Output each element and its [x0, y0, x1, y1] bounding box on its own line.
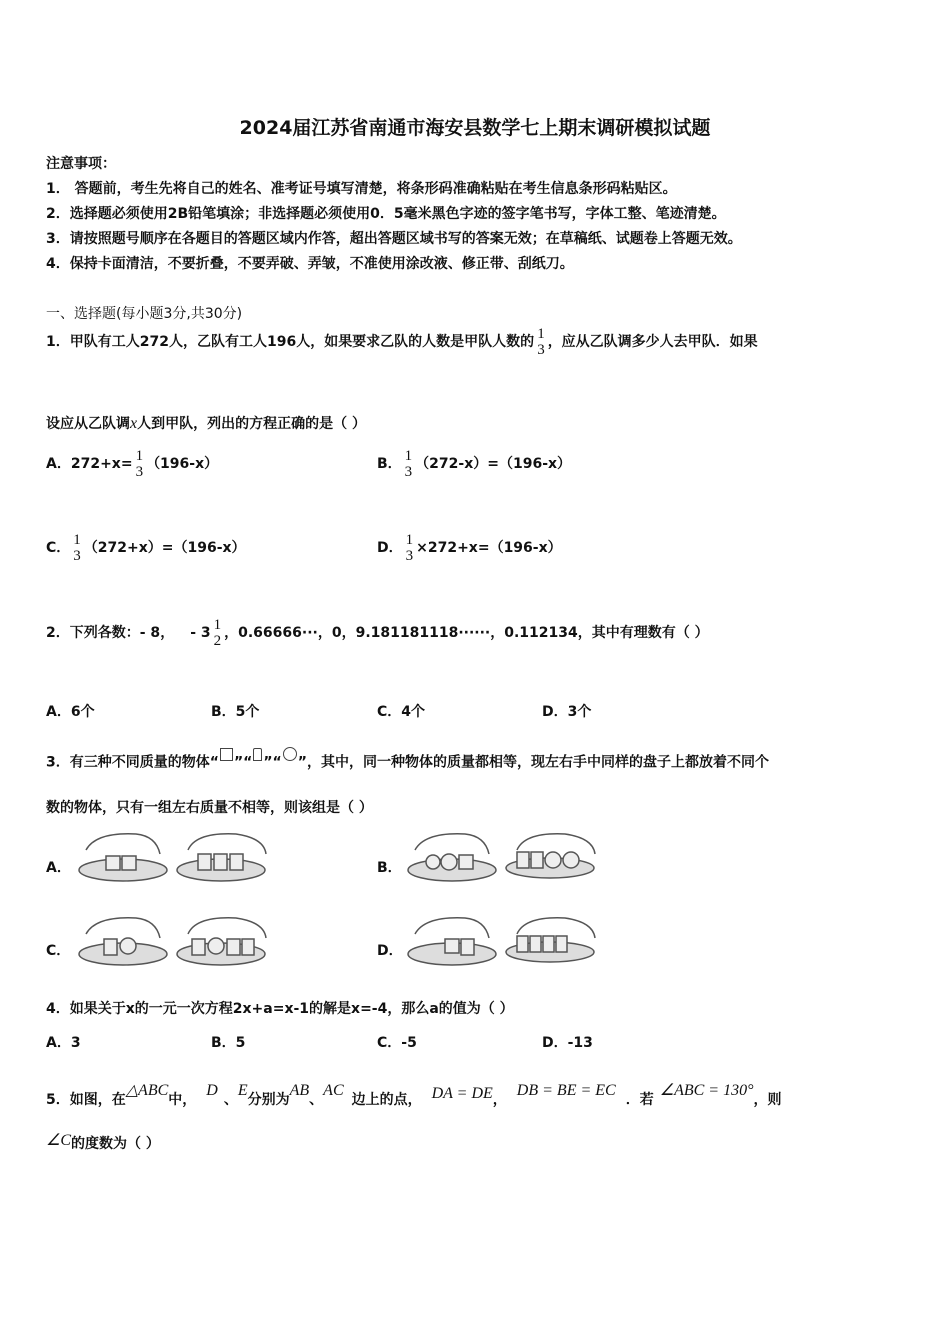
q4-option-a[interactable]: A．3 — [46, 1035, 81, 1051]
notice-item: 2．选择题必须使用2B铅笔填涂；非选择题必须使用0．5毫米黑色字迹的签字笔书写，字体工整、笔迹清楚。 — [46, 206, 726, 222]
balance-plates-c — [76, 912, 271, 974]
question-2: 2．下列各数：- 8， - 3 1 2 ，0.66666···，0，9.181181118······，0.112134，其中有理数有（ ） — [46, 617, 709, 649]
question-1-line2: 设应从乙队调x人到甲队，列出的方程正确的是（ ） — [46, 415, 366, 432]
q3-option-a[interactable]: A． — [46, 860, 71, 876]
question-1 — [46, 326, 758, 358]
balance-plates-b — [405, 828, 600, 890]
q3-option-c[interactable]: C． — [46, 943, 71, 959]
q1-option-b[interactable]: B． 1 3 （272-x）=（196-x） — [377, 448, 572, 480]
q3-option-d[interactable]: D． — [377, 943, 403, 959]
cube-icon — [220, 748, 233, 761]
balance-plates-a — [76, 828, 271, 890]
balance-plates-d — [405, 912, 600, 974]
cylinder-icon — [253, 748, 262, 761]
q1-option-c[interactable]: C． 1 3 （272+x）=（196-x） — [46, 532, 246, 564]
q2-option-b[interactable]: B．5个 — [211, 704, 260, 720]
q4-option-b[interactable]: B．5 — [211, 1035, 246, 1051]
question-5: 5．如图，在△ABC中，D、E分别为AB、AC边上的点， DA = DE，DB = BE = EC．若∠ABC = 130°，则 — [46, 1082, 782, 1108]
question-3-line2: 数的物体，只有一组左右质量不相等，则该组是（ ） — [46, 800, 373, 816]
notice-item: 4．保持卡面清洁，不要折叠，不要弄破、弄皱，不准使用涂改液、修正带、刮纸刀。 — [46, 256, 574, 272]
q2-option-a[interactable]: A．6个 — [46, 704, 95, 720]
fraction: 1 3 — [537, 326, 545, 358]
notice-item: 1． 答题前，考生先将自己的姓名、准考证号填写清楚，将条形码准确粘贴在考生信息条形码粘贴区。 — [46, 181, 677, 197]
q3-option-b[interactable]: B． — [377, 860, 402, 876]
q2-option-c[interactable]: C．4个 — [377, 704, 426, 720]
question-3: 3．有三种不同质量的物体“ ”“ ”“ ”，其中，同一种物体的质量都相等，现左右手中同样的盘子上都放着不同个 — [46, 747, 769, 772]
ball-icon — [283, 747, 297, 761]
page-title: 2024届江苏省南通市海安县数学七上期末调研模拟试题 — [239, 117, 711, 139]
notice-heading: 注意事项： — [46, 156, 116, 172]
q1-option-a[interactable]: A．272+x= 1 3 （196-x） — [46, 448, 219, 480]
question-5-line2: ∠C的度数为（ ） — [46, 1132, 160, 1152]
question-4: 4．如果关于x的一元一次方程2x+a=x-1的解是x=-4，那么a的值为（ ） — [46, 1001, 514, 1017]
notice-item: 3．请按照题号顺序在各题目的答题区域内作答，超出答题区域书写的答案无效；在草稿纸、试题卷上答题无效。 — [46, 231, 742, 247]
q1-option-d[interactable]: D． 1 3 ×272+x=（196-x） — [377, 532, 562, 564]
section-heading: 一、选择题(每小题3分,共30分) — [46, 306, 243, 322]
q2-option-d[interactable]: D．3个 — [542, 704, 592, 720]
q4-option-d[interactable]: D．-13 — [542, 1035, 593, 1051]
q4-option-c[interactable]: C．-5 — [377, 1035, 417, 1051]
q1-text: ，应从乙队调多少人去甲队．如果 — [547, 334, 758, 350]
q1-text: 1．甲队有工人272人，乙队有工人196人，如果要求乙队的人数是甲队人数的 — [46, 334, 535, 350]
